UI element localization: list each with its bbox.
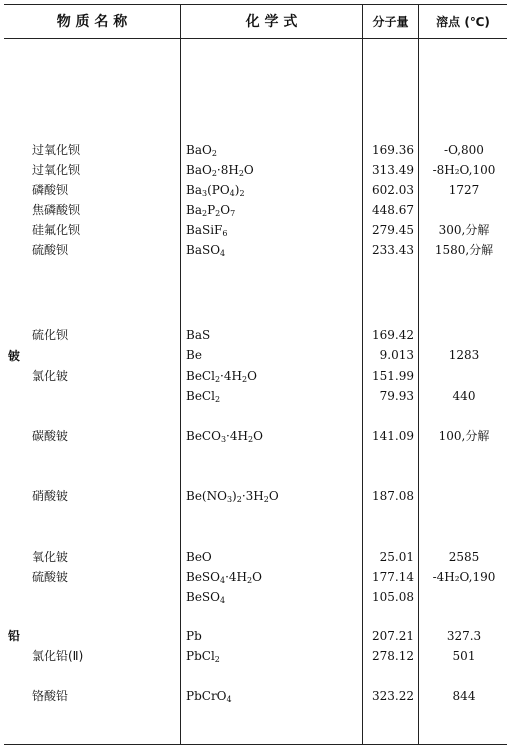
melting-point: 1283 — [448, 348, 480, 362]
molecular-weight: 169.36 — [372, 143, 414, 157]
molecular-weight: 602.03 — [372, 183, 414, 197]
molecular-weight: 233.43 — [372, 243, 414, 257]
element-label: 铅 — [8, 629, 21, 643]
melting-point: 2585 — [448, 550, 480, 564]
header-molecular-weight: 分子量 — [372, 15, 409, 29]
substance-name: 硅氟化钡 — [32, 223, 81, 237]
melting-point: -8H₂O,100 — [432, 163, 496, 177]
melting-point: 501 — [452, 649, 476, 663]
melting-point: 100,分解 — [438, 429, 490, 443]
molecular-weight: 177.14 — [372, 570, 414, 584]
chemical-formula: $Ba_3(PO_4)_2$ — [186, 183, 245, 198]
column-divider — [180, 4, 181, 744]
chemical-formula: $Be(NO_3)_2\cdot 3H_2O$ — [186, 489, 279, 504]
table-bottom-rule — [4, 744, 507, 745]
molecular-weight: 25.01 — [379, 550, 414, 564]
chemical-formula: $BeCl_2\cdot 4H_2O$ — [186, 369, 257, 384]
chemical-formula: PbCrO$_4$ — [186, 689, 232, 704]
substance-name: 硫酸钡 — [32, 243, 69, 257]
substance-name: 过氧化钡 — [32, 163, 81, 177]
molecular-weight: 448.67 — [372, 203, 414, 217]
chemical-formula: BeO — [186, 550, 212, 564]
substance-name: 硫酸铍 — [32, 570, 69, 584]
substance-name: 氧化铍 — [32, 550, 69, 564]
chemical-formula: $BeSO_4\cdot 4H_2O$ — [186, 570, 262, 585]
molecular-weight: 9.013 — [379, 348, 414, 362]
chemical-formula: BaS — [186, 328, 211, 342]
chemical-formula: BeSO$_4$ — [186, 590, 226, 605]
melting-point: 844 — [452, 689, 476, 703]
element-label: 铍 — [8, 349, 21, 363]
chemical-formula: Be — [186, 348, 202, 362]
chemical-formula: Pb — [186, 629, 202, 643]
column-divider — [362, 4, 363, 744]
melting-point: 327.3 — [446, 629, 482, 643]
substance-name: 硝酸铍 — [32, 489, 69, 503]
chemical-formula: $BaO_2\cdot 8H_2O$ — [186, 163, 254, 178]
chemical-formula: BeCl$_2$ — [186, 389, 221, 404]
molecular-weight: 105.08 — [372, 590, 414, 604]
molecular-weight: 323.22 — [372, 689, 414, 703]
molecular-weight: 278.12 — [372, 649, 414, 663]
molecular-weight: 187.08 — [372, 489, 414, 503]
melting-point: 300,分解 — [438, 223, 490, 237]
chemical-formula: $BeCO_3\cdot 4H_2O$ — [186, 429, 263, 444]
melting-point: -4H₂O,190 — [432, 570, 496, 584]
molecular-weight: 141.09 — [372, 429, 414, 443]
substance-name: 焦磷酸钡 — [32, 203, 81, 217]
molecular-weight: 279.45 — [372, 223, 414, 237]
substance-name: 碳酸铍 — [32, 429, 69, 443]
header-melting-point: 溶点 (℃) — [436, 15, 490, 29]
melting-point: 440 — [452, 389, 476, 403]
header-substance-name: 物 质 名 称 — [56, 14, 128, 30]
chemical-formula: BaO$_2$ — [186, 143, 217, 158]
melting-point: 1580,分解 — [434, 243, 494, 257]
chemical-formula: PbCl$_2$ — [186, 649, 220, 664]
molecular-weight: 207.21 — [372, 629, 414, 643]
substance-name: 过氧化钡 — [32, 143, 81, 157]
substance-name: 氯化铍 — [32, 369, 69, 383]
molecular-weight: 151.99 — [372, 369, 414, 383]
chemical-formula: BaSO$_4$ — [186, 243, 226, 258]
chemical-formula: BaSiF$_6$ — [186, 223, 228, 238]
molecular-weight: 79.93 — [379, 389, 414, 403]
table-top-rule — [4, 4, 507, 5]
substance-name: 硫化钡 — [32, 328, 69, 342]
substance-name: 磷酸钡 — [32, 183, 69, 197]
substance-name: 氯化铅(Ⅱ) — [32, 649, 84, 663]
melting-point: -O,800 — [444, 143, 484, 157]
header-formula: 化 学 式 — [245, 14, 298, 30]
table-header-rule — [4, 38, 507, 39]
melting-point: 1727 — [448, 183, 480, 197]
substance-name: 铬酸铅 — [32, 689, 69, 703]
molecular-weight: 169.42 — [372, 328, 414, 342]
molecular-weight: 313.49 — [372, 163, 414, 177]
chemical-formula: $Ba_2P_2O_7$ — [186, 203, 236, 218]
